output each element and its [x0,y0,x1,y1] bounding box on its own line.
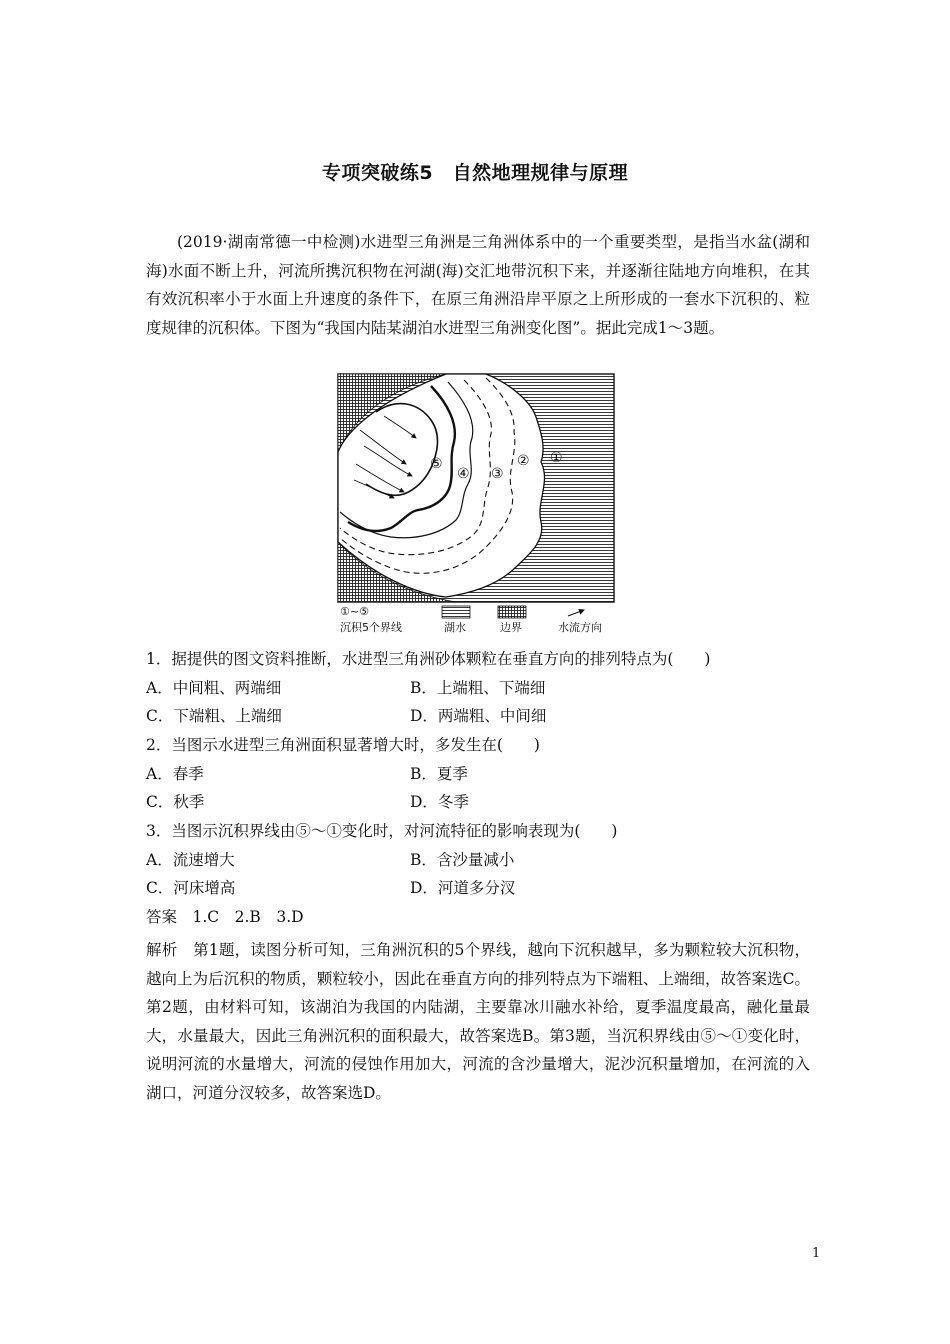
legend-border-swatch [498,606,526,618]
analysis-paragraph: 解析 第1题，读图分析可知，三角洲沉积的5个界线，越向下沉积越早，多为颗粒较大沉积物，越向上为后沉积的物质，颗粒较小，因此在垂直方向的排列特点为下端粗、上端细，故答案选C。第2题，由材料可知，该湖泊为我国的内陆湖，主要靠冰川融水补给，夏季温度最高，融化量最大，水量最大，因此三角洲沉积的面积最大，故答案选B。第3题，当沉积界线由⑤～①变化时，说明河流的水量增大，河流的侵蚀作用加大，河流的含沙量增大，泥沙沉积量增加，在河流的入湖口，河道分汊较多，故答案选D。 [146,941,810,1102]
question-1-option-d: D．两端粗、中间细 [410,707,547,725]
question-1-option-c: C．下端粗、上端细 [146,707,282,725]
page-title: 专项突破练5 自然地理规律与原理 [321,162,629,184]
delta-figure [336,372,616,642]
legend-border-label: 边界 [500,621,522,634]
legend [340,605,602,634]
question-1-stem: 1．据提供的图文资料推断，水进型三角洲砂体颗粒在垂直方向的排列特点为( ) [146,650,711,668]
line-label-4: ④ [457,466,470,482]
answer-line: 答案 1.C 2.B 3.D [146,908,304,926]
intro-paragraph: (2019·湖南常德一中检测)水进型三角洲是三角洲体系中的一个重要类型，是指当水盆(湖和海)水面不断上升，河流所携沉积物在河湖(海)交汇地带沉积下来，并逐渐往陆地方向堆积，在其有效沉积率小于水面上升速度的条件下，在原三角洲沿岸平原之上所形成的一套水下沉积的、粒度规律的沉积体。下图为“我国内陆某湖泊水进型三角洲变化图”。据此完成1～3题。 [146,233,810,337]
legend-flow-label: 水流方向 [558,621,602,634]
question-2-option-c: C．秋季 [146,793,205,811]
legend-lines-symbol: ①~⑤ [340,605,369,618]
question-1-option-b: B．上端粗、下端细 [410,679,546,697]
question-2-option-b: B．夏季 [410,765,468,783]
line-label-1: ① [550,450,563,466]
legend-lake-swatch [442,606,470,618]
question-2-option-a: A．春季 [146,765,204,783]
legend-lake-label: 湖水 [444,621,466,634]
question-3-option-d: D．河道多分汊 [410,879,516,897]
question-2-option-d: D．冬季 [410,793,469,811]
legend-lines-label: 沉积5个界线 [340,621,402,634]
question-3-option-c: C．河床增高 [146,879,236,897]
line-label-2: ② [517,453,530,469]
line-label-5: ⑤ [430,456,443,472]
question-3-stem: 3．当图示沉积界线由⑤～①变化时，对河流特征的影响表现为( ) [146,822,618,840]
question-2-stem: 2．当图示水进型三角洲面积显著增大时，多发生在( ) [146,736,540,754]
question-3-option-b: B．含沙量减小 [410,851,515,869]
line-label-3: ③ [491,466,504,482]
question-1-option-a: A．中间粗、两端细 [146,679,282,697]
legend-flow-arrow-icon [568,610,584,616]
page-number: 1 [812,1246,821,1261]
delta-map [336,372,616,642]
question-3-option-a: A．流速增大 [146,851,235,869]
map-frame [338,374,614,602]
